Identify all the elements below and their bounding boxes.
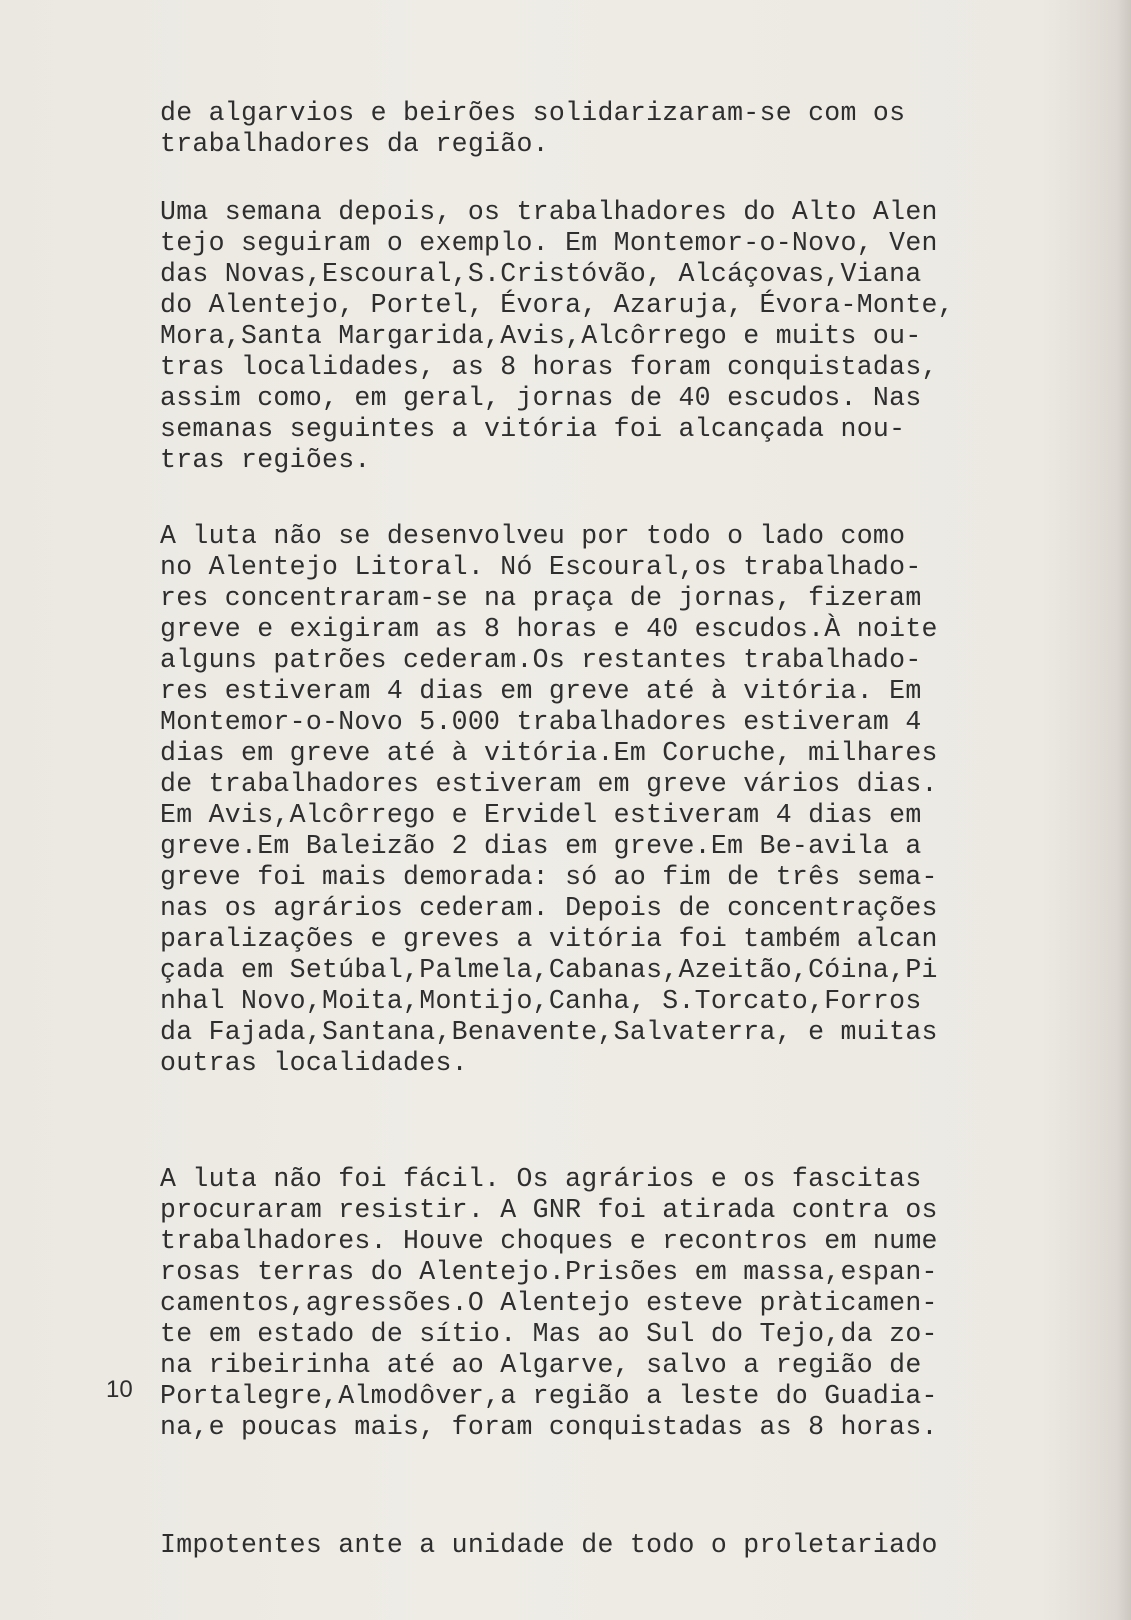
text-line: greve e exigiram as 8 horas e 40 escudos.À noite [160,614,938,644]
text-line: do Alentejo, Portel, Évora, Azaruja, Évora-Monte, [160,290,954,320]
text-line: procuraram resistir. A GNR foi atirada contra os [160,1195,938,1225]
page-edge-shadow [1117,0,1131,1620]
text-line: semanas seguintes a vitória foi alcançada nou- [160,414,906,444]
text-line: nas os agrários cederam. Depois de concentrações [160,893,938,923]
text-line: res concentraram-se na praça de jornas, fizeram [160,583,922,613]
text-line: dias em greve até à vitória.Em Coruche, milhares [160,738,938,768]
text-line: de algarvios e beirões solidarizaram-se com os [160,98,906,128]
paragraph-3 [160,521,1040,1079]
text-line: assim como, em geral, jornas de 40 escudos. Nas [160,383,922,413]
text-line: rosas terras do Alentejo.Prisões em massa,espan- [160,1257,938,1287]
text-line: res estiveram 4 dias em greve até à vitória. Em [160,676,922,706]
text-line: outras localidades. [160,1048,468,1078]
text-line: tejo seguiram o exemplo. Em Montemor-o-Novo, Ven [160,228,938,258]
text-line: de trabalhadores estiveram em greve vários dias. [160,769,938,799]
text-line: camentos,agressões.O Alentejo esteve pràticamen- [160,1288,938,1318]
text-line: tras regiões. [160,445,371,475]
text-line: Em Avis,Alcôrrego e Ervidel estiveram 4 dias em [160,800,922,830]
page-number: 10 [106,1376,133,1403]
text-line: tras localidades, as 8 horas foram conquistadas, [160,352,938,382]
paragraph-1 [160,98,1040,160]
text-line: A luta não se desenvolveu por todo o lado como [160,521,906,551]
text-line: Uma semana depois, os trabalhadores do Alto Alen [160,197,938,227]
text-line: paralizações e greves a vitória foi também alcan [160,924,938,954]
text-line: Portalegre,Almodôver,a região a leste do Guadia- [160,1381,938,1411]
paragraph-5 [160,1530,1040,1561]
text-line: trabalhadores. Houve choques e recontros em nume [160,1226,938,1256]
text-line: na ribeirinha até ao Algarve, salvo a região de [160,1350,922,1380]
text-line: das Novas,Escoural,S.Cristóvão, Alcáçovas,Viana [160,259,922,289]
text-line: greve.Em Baleizão 2 dias em greve.Em Be-avila a [160,831,922,861]
text-line: da Fajada,Santana,Benavente,Salvaterra, e muitas [160,1017,938,1047]
paragraph-4 [160,1164,1040,1443]
text-line: no Alentejo Litoral. Nó Escoural,os trabalhado- [160,552,922,582]
text-line: trabalhadores da região. [160,129,549,159]
text-line: Mora,Santa Margarida,Avis,Alcôrrego e muits ou- [160,321,922,351]
text-line: A luta não foi fácil. Os agrários e os fascitas [160,1164,922,1194]
text-line: Impotentes ante a unidade de todo o proletariado [160,1530,938,1560]
text-line: çada em Setúbal,Palmela,Cabanas,Azeitão,Cóina,Pi [160,955,938,985]
text-line: Montemor-o-Novo 5.000 trabalhadores estiveram 4 [160,707,922,737]
text-line: alguns patrões cederam.Os restantes trabalhado- [160,645,922,675]
text-line: na,e poucas mais, foram conquistadas as 8 horas. [160,1412,938,1442]
paragraph-2 [160,197,1040,476]
text-line: te em estado de sítio. Mas ao Sul do Tejo,da zo- [160,1319,938,1349]
text-line: greve foi mais demorada: só ao fim de três sema- [160,862,938,892]
text-line: nhal Novo,Moita,Montijo,Canha, S.Torcato,Forros [160,986,922,1016]
